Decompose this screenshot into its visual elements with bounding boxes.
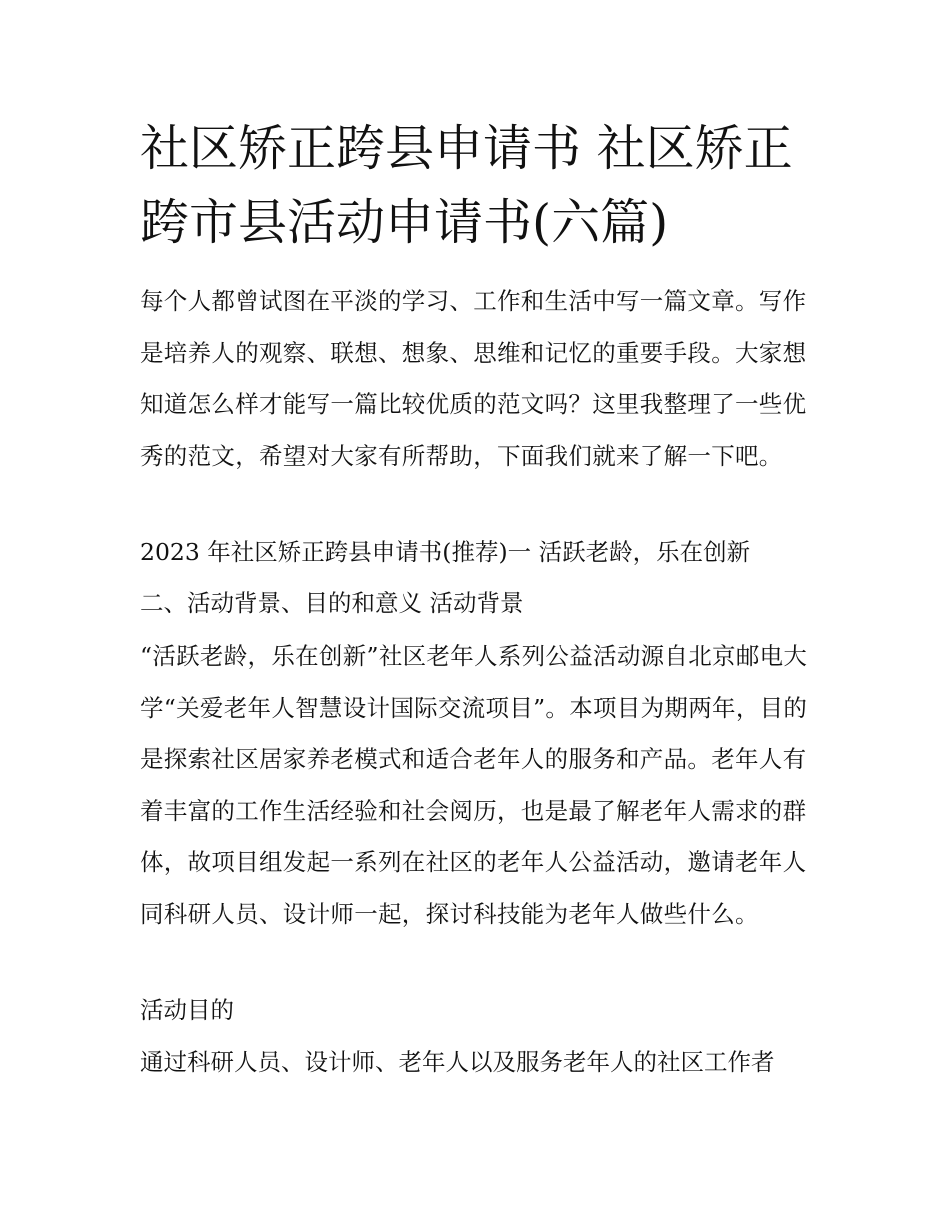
subheading: 2023 年社区矫正跨县申请书(推荐)一 活跃老龄，乐在创新 <box>140 538 751 566</box>
background-paragraph: “活跃老龄，乐在创新”社区老年人系列公益活动源自北京邮电大学“关爱老年人智慧设计国际交流项目”。本项目为期两年，目的是探索社区居家养老模式和适合老年人的服务和产品。老年人有着丰富的工作生活经验和社会阅历，也是最了解老年人需求的群体，故项目组发起一系列在社区的老年人公益活动，邀请老年人同科研人员、设计师一起，探讨科技能为老年人做些什么。 <box>140 642 808 928</box>
intro-paragraph: 每个人都曾试图在平淡的学习、工作和生活中写一篇文章。写作是培养人的观察、联想、想象、思维和记忆的重要手段。大家想知道怎么样才能写一篇比较优质的范文吗？这里我整理了一些优秀的范文，希望对大家有所帮助，下面我们就来了解一下吧。 <box>140 287 807 470</box>
section-heading: 二、活动背景、目的和意义 活动背景 <box>140 589 524 617</box>
purpose-paragraph: 通过科研人员、设计师、老年人以及服务老年人的社区工作者 <box>140 1048 775 1076</box>
document-title: 社区矫正跨县申请书 社区矫正跨市县活动申请书(六篇) <box>140 120 793 251</box>
purpose-heading: 活动目的 <box>140 996 234 1024</box>
